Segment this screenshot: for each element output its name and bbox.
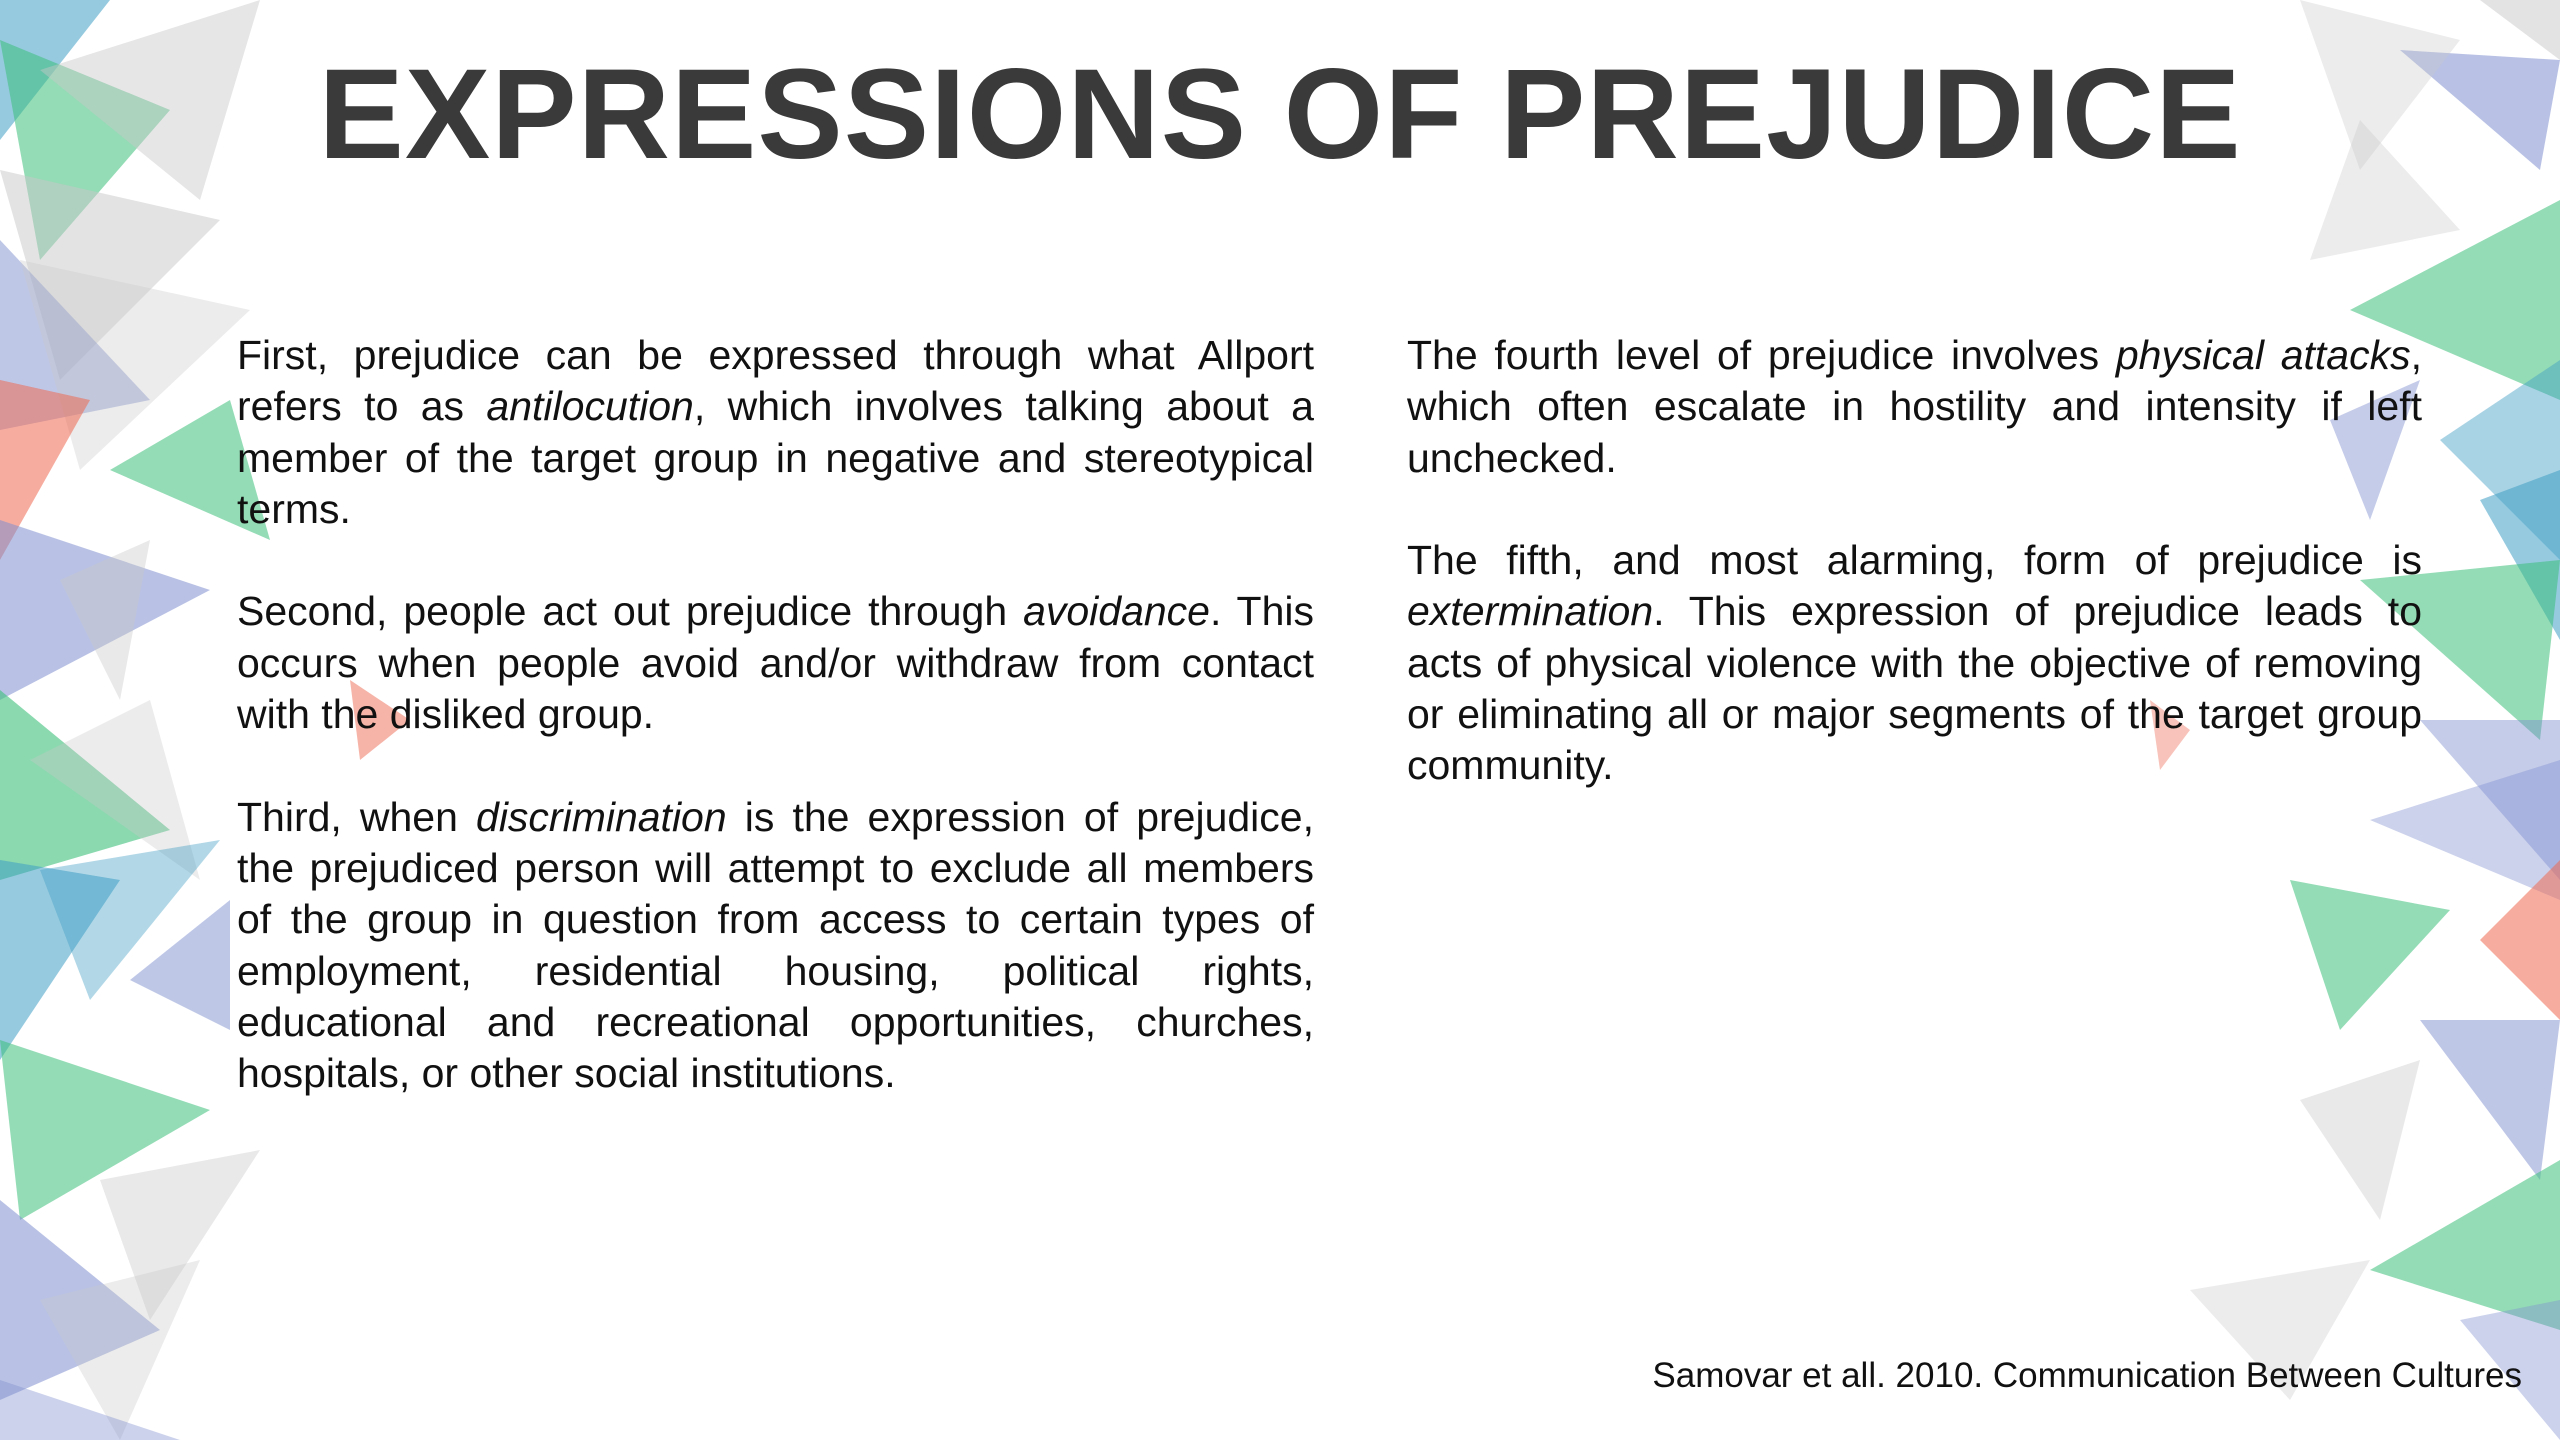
emphasis-term: extermination [1407, 588, 1654, 635]
emphasis-term: avoidance [1023, 588, 1210, 635]
text-run: is the expression of prejudice, the prejudiced person will attempt to exclude all members of the group in question from access to certain types of employment, residential housing, political rights, educational and recreational opportunities, churches, hospitals, or other social institutions. [237, 793, 1314, 1097]
slide-title: EXPRESSIONS OF PREJUDICE [318, 43, 2242, 186]
paragraph-extermination [1407, 535, 2422, 791]
emphasis-term: physical attacks [2115, 332, 2411, 378]
text-run: , which involves talking about a member of the target group in negative and stereotypical terms. [237, 383, 1314, 532]
text-run: , which often escalate in hostility and intensity if left unchecked. [1407, 332, 2422, 481]
text-run: The fifth, and most alarming, form of prejudice is [1407, 537, 2422, 584]
text-run: Second, people act out prejudice through [237, 588, 1024, 635]
text-run: . This expression of prejudice leads to acts of physical violence with the objective of removing or eliminating all or major segments of the target group community. [1407, 588, 2422, 789]
right-text-column [1407, 330, 2422, 792]
text-run: Third, when [237, 793, 477, 840]
paragraph-physical-attacks [1407, 330, 2422, 484]
paragraph-discrimination [237, 792, 1314, 1100]
emphasis-term: antilocution [486, 383, 694, 430]
emphasis-term: discrimination [476, 793, 727, 840]
text-run: The fourth level of prejudice involves [1407, 332, 2116, 378]
text-run: . This occurs when people avoid and/or withdraw from contact with the disliked group. [237, 588, 1314, 738]
paragraph-antilocution [237, 330, 1314, 535]
text-run: First, prejudice can be expressed through what Allport refers to as [237, 332, 1314, 430]
paragraph-avoidance [237, 586, 1314, 740]
left-text-column [237, 330, 1314, 1099]
source-citation: Samovar et all. 2010. Communication Between Cultures [1652, 1356, 2522, 1395]
